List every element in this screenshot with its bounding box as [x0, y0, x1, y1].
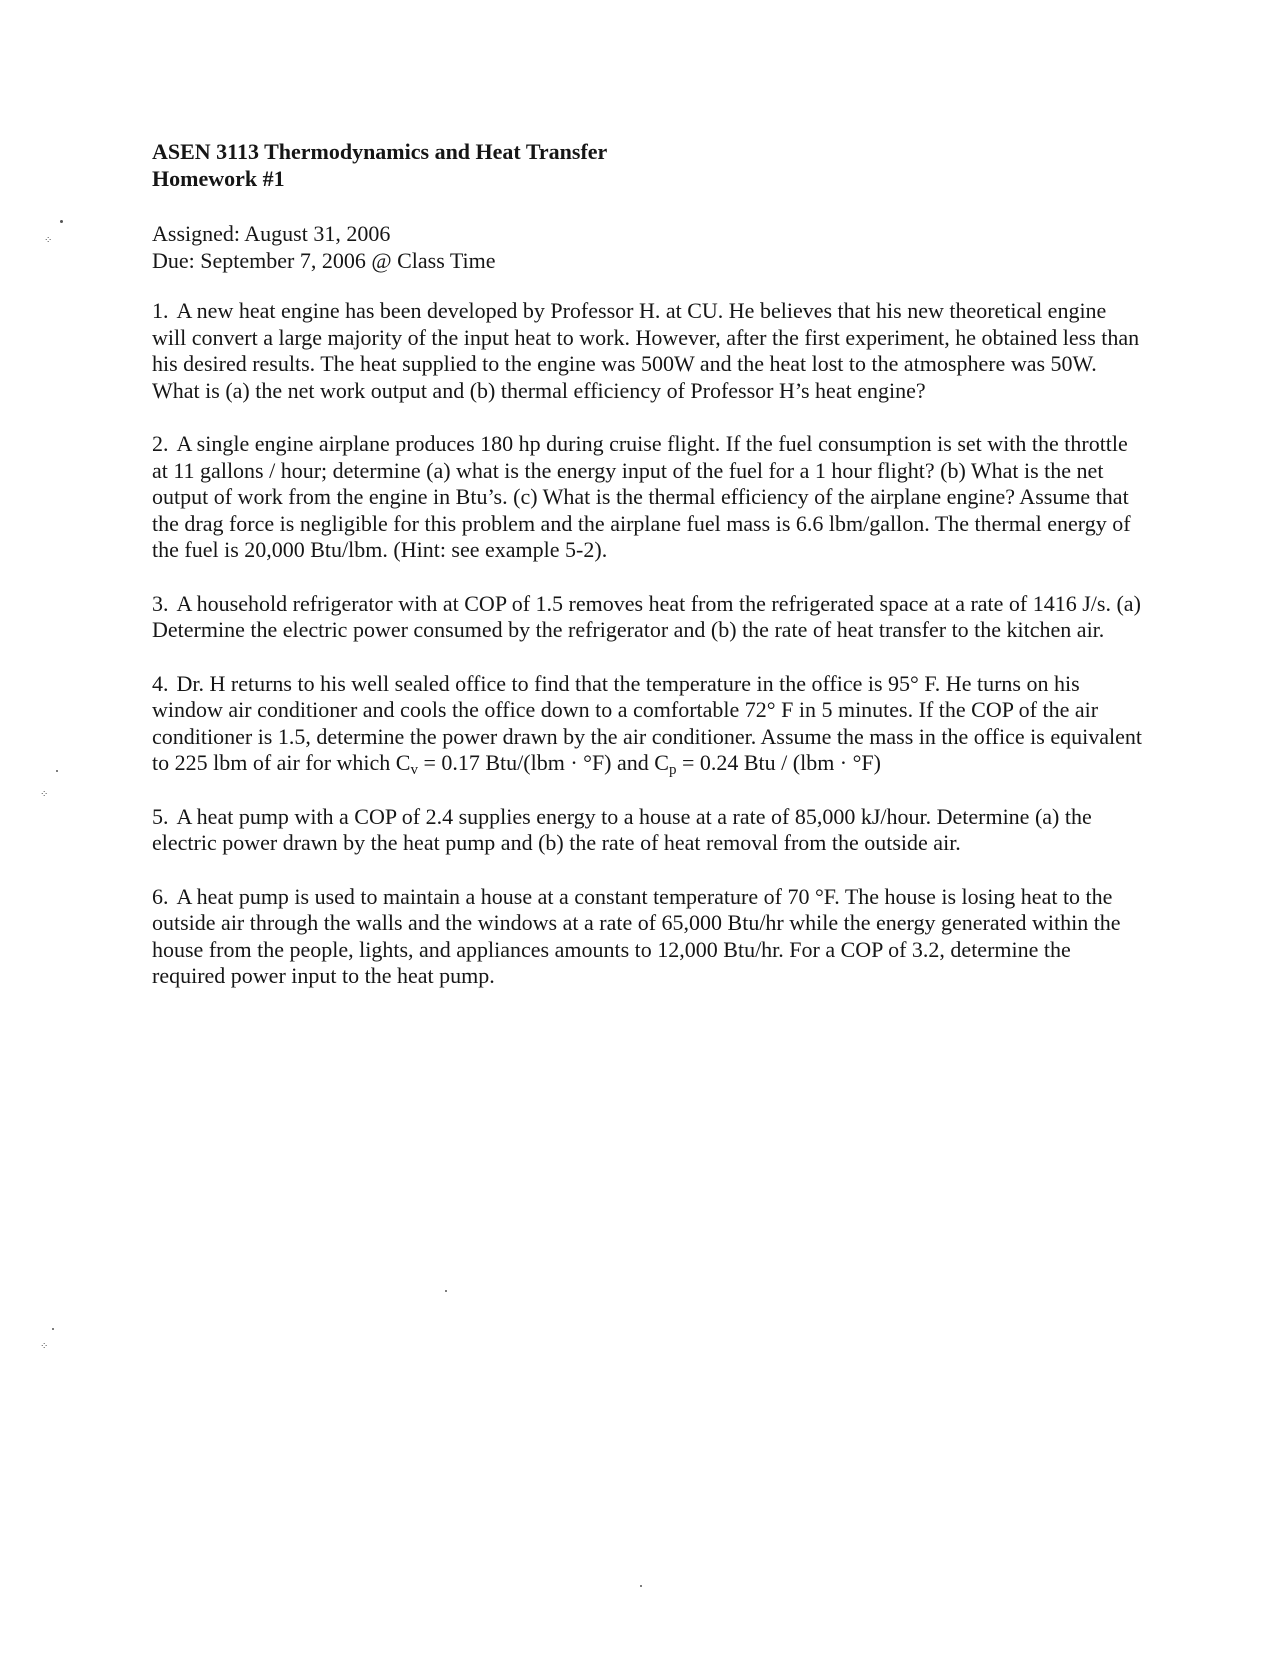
document-header [152, 138, 1142, 192]
scan-mark-top: ⁘ [44, 235, 53, 246]
scan-speck [640, 1585, 642, 1587]
problem-5 [152, 804, 1142, 857]
cv-subscript: v [410, 762, 418, 778]
problem-2 [152, 431, 1142, 564]
problem-4 [152, 671, 1142, 777]
document-content [152, 138, 1142, 1017]
course-title: ASEN 3113 Thermodynamics and Heat Transfer [152, 139, 608, 164]
assignment-title: Homework #1 [152, 166, 285, 191]
problem-text-end: = 0.24 Btu / (lbm · °F) [676, 750, 881, 775]
scan-speck [60, 220, 63, 223]
scan-speck [52, 1328, 54, 1330]
problem-text: Dr. H returns to his well sealed office to find that the temperature in the office is 95° F. He turns on his window air conditioner and cools the office down to a comfortable 72° F in 5 minutes. If the COP of the air conditioner is 1.5, determine the power drawn by the air conditioner. Assume the mass in the office is equivalent to 225 lbm of air for which C [152, 670, 1142, 775]
problem-number: 2. [152, 431, 169, 456]
scan-mark-middle: ⁘ [40, 789, 49, 800]
due-date: Due: September 7, 2006 @ Class Time [152, 248, 496, 273]
assignment-dates [152, 220, 1142, 274]
problem-number: 5. [152, 803, 169, 829]
problem-1 [152, 298, 1142, 404]
cp-subscript: p [668, 762, 677, 778]
scan-speck [56, 770, 58, 772]
problem-text-continued: = 0.17 Btu/(lbm · °F) and C [417, 750, 669, 775]
assigned-date: Assigned: August 31, 2006 [152, 221, 391, 246]
problem-number: 4. [152, 670, 169, 696]
problem-text: A heat pump is used to maintain a house at a constant temperature of 70 °F. The house is losing heat to the outside air through the walls and the windows at a rate of 65,000 Btu/hr while the energy generated within the house from the people, lights, and appliances amounts to 12,000 Btu/hr. For a COP of 3.2, determine the required power input to the heat pump. [152, 883, 1121, 988]
problem-text: A household refrigerator with at COP of 1.5 removes heat from the refrigerated space at a rate of 1416 J/s. (a) Determine the electric power consumed by the refrigerator and (b) the rate of heat transfer to the kitchen air. [152, 590, 1141, 642]
problem-list [152, 298, 1142, 990]
problem-number: 3. [152, 590, 169, 616]
problem-number: 1. [152, 298, 169, 323]
scan-mark-bottom: ⁘ [40, 1341, 49, 1352]
problem-text: A single engine airplane produces 180 hp during cruise flight. If the fuel consumption is set with the throttle at 11 gallons / hour; determine (a) what is the energy input of the fuel for a 1 hour flight? (b) What is the net output of work from the engine in Btu’s. (c) What is the thermal efficiency of the airplane engine? Assume that the drag force is negligible for this problem and the airplane fuel mass is 6.6 lbm/gallon. The thermal energy of the fuel is 20,000 Btu/lbm. (Hint: see example 5-2). [152, 431, 1131, 562]
problem-number: 6. [152, 883, 169, 909]
problem-text: A new heat engine has been developed by Professor H. at CU. He believes that his new theoretical engine will convert a large majority of the input heat to work. However, after the first experiment, he obtained less than his desired results. The heat supplied to the engine was 500W and the heat lost to the atmosphere was 50W. What is (a) the net work output and (b) thermal efficiency of Professor H’s heat engine? [152, 298, 1140, 403]
problem-6 [152, 884, 1142, 990]
scan-speck [445, 1290, 447, 1292]
problem-3 [152, 591, 1142, 644]
problem-text: A heat pump with a COP of 2.4 supplies energy to a house at a rate of 85,000 kJ/hour. Determine (a) the electric power drawn by the heat pump and (b) the rate of heat removal from the outside air. [152, 803, 1092, 855]
